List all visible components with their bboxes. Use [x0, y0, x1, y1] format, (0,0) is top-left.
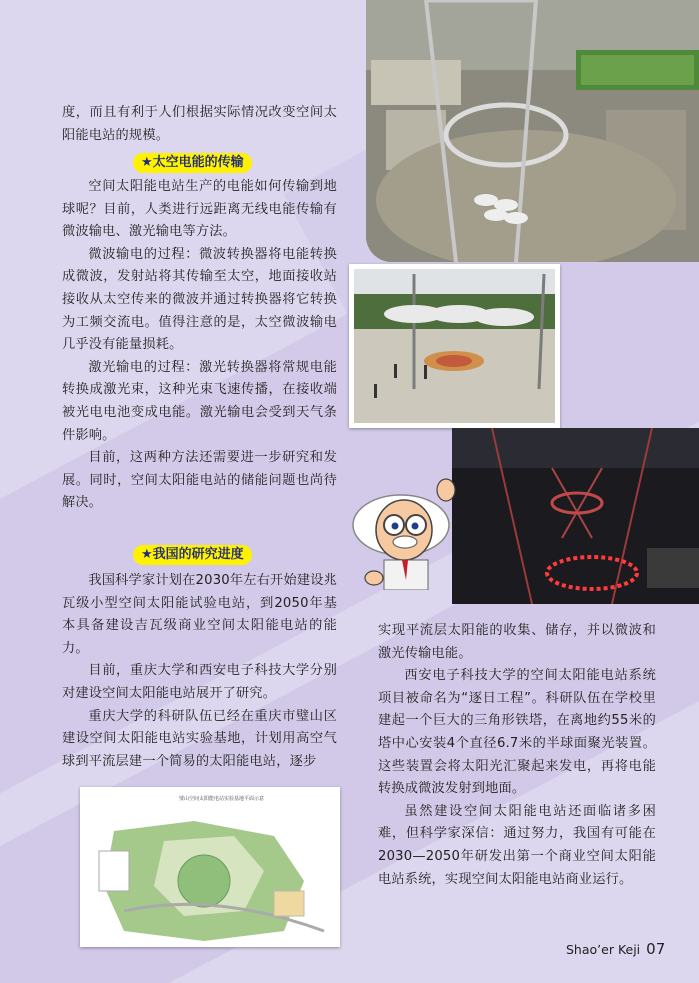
section1-continuation [62, 102, 337, 147]
magazine-name: Shao’er Keji [566, 942, 641, 957]
continuation-text: 实现平流层太阳能的收集、储存，并以微波和激光传输电能。 [378, 623, 656, 661]
tower-aerial-image [366, 0, 699, 262]
paragraph: 重庆大学的科研队伍已经在重庆市璧山区建设空间太阳能电站实验基地，计划用高空气球到平流层建一个简易的太阳能电站，逐步 [62, 708, 337, 769]
paragraph: 微波输电的过程：微波转换器将电能转换成微波，发射站将其传输至太空，地面接收站接收从太空传来的微波并通过转换器将它转换为工频交流电。值得注意的是，太空微波输电几乎没有能量损耗。 [62, 246, 337, 353]
section1-heading: ★太空电能的传输 [133, 153, 252, 173]
page-footer [566, 940, 665, 958]
paragraph: 虽然建设空间太阳能电站还面临诸多困难，但科学家深信：通过努力，我国有可能在2030—2050年研发出第一个商业空间太阳能电站系统，实现空间太阳能电站商业运行。 [378, 803, 656, 887]
night-tower-image [452, 428, 699, 604]
ground-photo [354, 269, 555, 423]
ground-photo-frame [349, 264, 560, 428]
professor-cartoon-icon [346, 470, 464, 590]
section2-body [62, 570, 337, 773]
paragraph: 目前，重庆大学和西安电子科技大学分别对建设空间太阳能电站展开了研究。 [62, 663, 337, 701]
night-tower-photo [452, 428, 699, 604]
map [84, 791, 336, 943]
professor-cartoon-image [346, 470, 464, 590]
paragraph: 空间太阳能电站生产的电能如何传输到地球呢？目前，人类进行远距离无线电能传输有微波输电、激光输电等方法。 [62, 179, 337, 240]
map-frame [80, 787, 340, 947]
page-number: 07 [646, 940, 666, 958]
section1-body [62, 176, 337, 515]
section2-heading: ★我国的研究进度 [133, 545, 252, 565]
ground-photo-image [354, 269, 555, 423]
paragraph: 激光输电的过程：激光转换器将常规电能转换成激光束，这种光束飞速传播，在接收端被光电电池变成电能。激光输电会受到天气条件影响。 [62, 359, 337, 443]
map-caption: 璧山空间太阳能电站实验基地平面示意 [179, 796, 265, 802]
paragraph: 目前，这两种方法还需要进一步研究和发展。同时，空间太阳能电站的储能问题也尚待解决。 [62, 450, 337, 511]
site-map-image [84, 791, 336, 943]
tower-aerial-photo [366, 0, 699, 262]
paragraph: 我国科学家计划在2030年左右开始建设兆瓦级小型空间太阳能试验电站，到2050年基本具备建设吉瓦级商业空间太阳能电站的能力。 [62, 573, 337, 656]
right-column-body [378, 620, 656, 891]
continuation-text: 度，而且有利于人们根据实际情况改变空间太阳能电站的规模。 [62, 105, 337, 143]
paragraph: 西安电子科技大学的空间太阳能电站系统项目被命名为“逐日工程”。科研队伍在学校里建起一个巨大的三角形铁塔，在离地约55米的塔中心安装4个直径6.7米的半球面聚光装置。这些装置会将太阳光汇聚起来发电，再将电能转换成微波发射到地面。 [378, 668, 656, 797]
